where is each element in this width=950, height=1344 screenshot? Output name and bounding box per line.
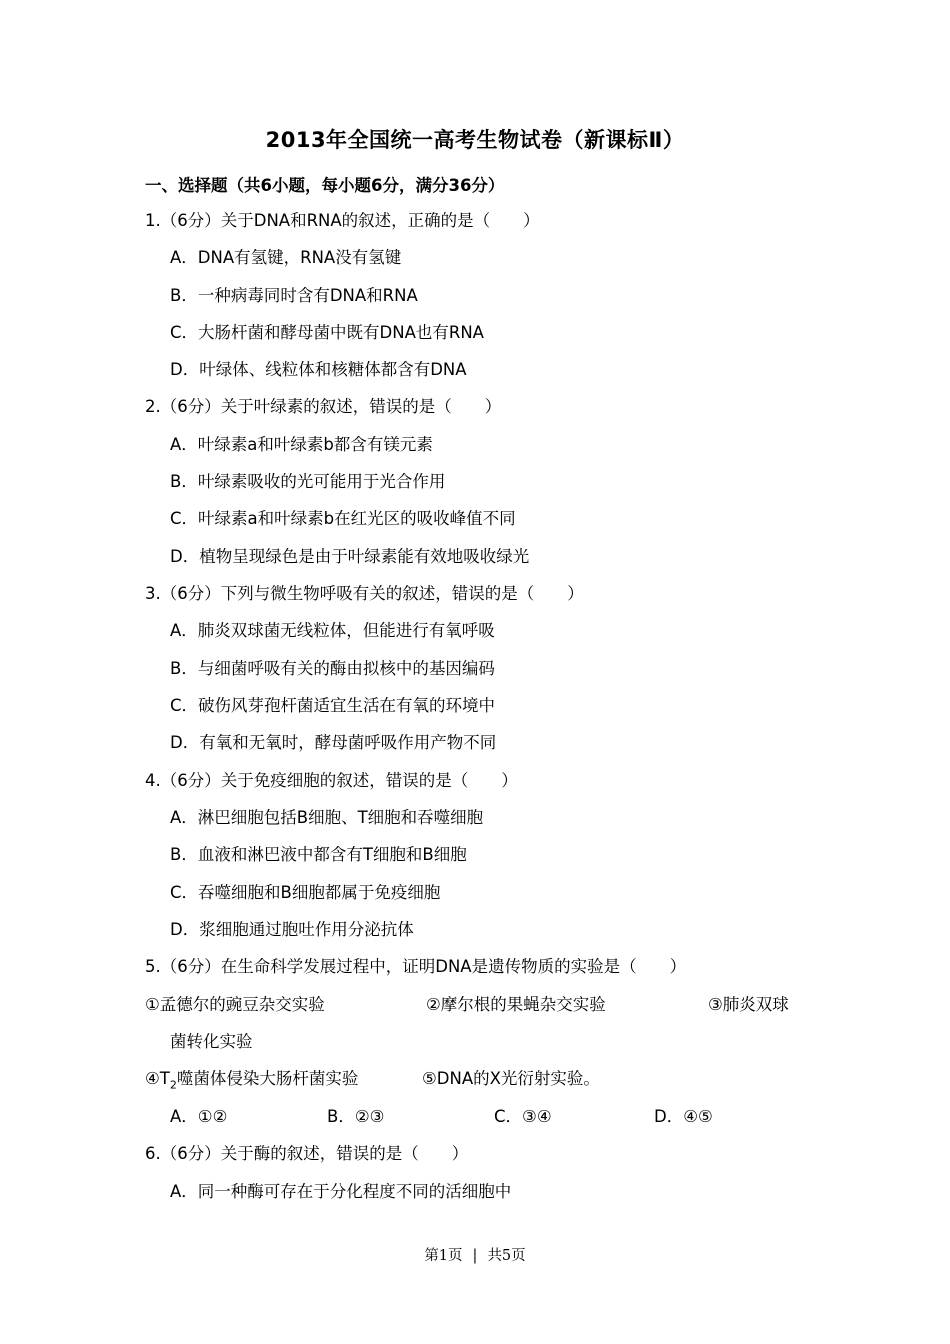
question-3-option-d: D．有氧和无氧时，酵母菌呼吸作用产物不同 bbox=[170, 733, 497, 752]
question-5-item-4: $④T_2$噬菌体侵染大肠杆菌实验 bbox=[145, 1069, 359, 1092]
page-footer bbox=[0, 1244, 950, 1265]
question-1-stem: 1.（6分）关于DNA和RNA的叙述，正确的是（ ） bbox=[145, 211, 540, 230]
question-5-option-a: A．①② bbox=[170, 1107, 228, 1126]
question-1-option-a: A．DNA有氢键，RNA没有氢键 bbox=[170, 248, 402, 267]
question-2-option-c: C．叶绿素a和叶绿素b在红光区的吸收峰值不同 bbox=[170, 509, 516, 528]
question-5-item-3-cont: 菌转化实验 bbox=[170, 1032, 253, 1051]
question-4-stem: 4.（6分）关于免疫细胞的叙述，错误的是（ ） bbox=[145, 771, 518, 790]
question-4-option-d: D．浆细胞通过胞吐作用分泌抗体 bbox=[170, 920, 414, 939]
question-2-option-d: D．植物呈现绿色是由于叶绿素能有效地吸收绿光 bbox=[170, 547, 530, 566]
question-3-option-c: C．破伤风芽孢杆菌适宜生活在有氧的环境中 bbox=[170, 696, 496, 715]
question-6-option-a: A．同一种酶可存在于分化程度不同的活细胞中 bbox=[170, 1182, 512, 1201]
question-2-option-a: A．叶绿素a和叶绿素b都含有镁元素 bbox=[170, 435, 433, 454]
page-number: 第1页 bbox=[424, 1248, 463, 1264]
question-5-item-3: ③肺炎双球 bbox=[708, 995, 789, 1014]
exam-title: 2013年全国统一高考生物试卷（新课标Ⅱ） bbox=[265, 128, 685, 152]
question-1-option-b: B．一种病毒同时含有DNA和RNA bbox=[170, 286, 418, 305]
footer-divider: | bbox=[472, 1248, 478, 1264]
question-5-option-b: B．②③ bbox=[327, 1107, 385, 1126]
question-4-option-a: A．淋巴细胞包括B细胞、T细胞和吞噬细胞 bbox=[170, 808, 484, 827]
question-3-option-a: A．肺炎双球菌无线粒体，但能进行有氧呼吸 bbox=[170, 621, 495, 640]
question-6-stem: 6.（6分）关于酶的叙述，错误的是（ ） bbox=[145, 1144, 469, 1163]
section-heading: 一、选择题（共6小题，每小题6分，满分36分） bbox=[145, 176, 505, 195]
question-3-option-b: B．与细菌呼吸有关的酶由拟核中的基因编码 bbox=[170, 659, 495, 678]
question-3-stem: 3.（6分）下列与微生物呼吸有关的叙述，错误的是（ ） bbox=[145, 584, 584, 603]
question-5-option-c: C．③④ bbox=[494, 1107, 552, 1126]
question-4-option-c: C．吞噬细胞和B细胞都属于免疫细胞 bbox=[170, 883, 441, 902]
question-2-stem: 2.（6分）关于叶绿素的叙述，错误的是（ ） bbox=[145, 397, 502, 416]
question-5-item-1: ①孟德尔的豌豆杂交实验 bbox=[145, 995, 325, 1014]
question-5-stem: 5.（6分）在生命科学发展过程中，证明DNA是遗传物质的实验是（ ） bbox=[145, 957, 687, 976]
question-5-item-5: ⑤DNA的X光衍射实验。 bbox=[422, 1069, 600, 1088]
question-1-option-c: C．大肠杆菌和酵母菌中既有DNA也有RNA bbox=[170, 323, 484, 342]
page-total: 共5页 bbox=[487, 1248, 526, 1264]
question-5-item-2: ②摩尔根的果蝇杂交实验 bbox=[426, 995, 606, 1014]
question-1-option-d: D．叶绿体、线粒体和核糖体都含有DNA bbox=[170, 360, 467, 379]
question-4-option-b: B．血液和淋巴液中都含有T细胞和B细胞 bbox=[170, 845, 467, 864]
question-5-option-d: D．④⑤ bbox=[654, 1107, 713, 1126]
question-2-option-b: B．叶绿素吸收的光可能用于光合作用 bbox=[170, 472, 446, 491]
